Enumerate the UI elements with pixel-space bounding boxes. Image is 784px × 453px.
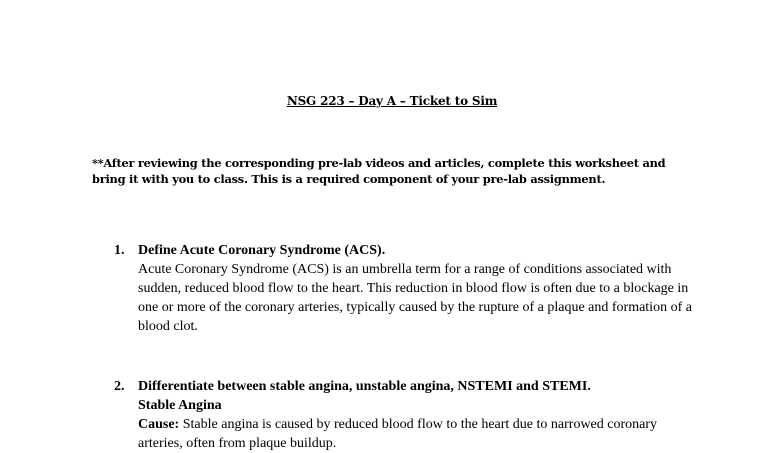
question-answer: Acute Coronary Syndrome (ACS) is an umbrella term for a range of conditions associated with sudden, reduced blood flow to the heart. This reduction in blood flow is often due to a blockage in one or more of the coronary arteries, typically caused by the rupture of a plaque and formation of a blood clot.: [138, 262, 692, 334]
document-title: NSG 223 – Day A – Ticket to Sim: [286, 94, 498, 108]
question-number: 2.: [114, 379, 125, 394]
question-1: [114, 241, 704, 336]
question-2: [114, 377, 704, 453]
question-heading: Define Acute Coronary Syndrome (ACS).: [138, 243, 386, 258]
question-heading: Differentiate between stable angina, unstable angina, NSTEMI and STEMI.: [138, 379, 591, 394]
question-body: [138, 377, 704, 453]
cause-paragraph: [138, 415, 704, 453]
cause-text: Stable angina is caused by reduced blood flow to the heart due to narrowed coronary arteries, often from plaque buildup.: [138, 417, 658, 451]
subheading-stable-angina: Stable Angina: [138, 398, 222, 413]
question-number: 1.: [114, 243, 125, 258]
question-body: [138, 241, 704, 336]
cause-label: Cause:: [138, 417, 180, 432]
instructions-text: **After reviewing the corresponding pre-lab videos and articles, complete this worksheet and bring it with you to class. This is a required component of your pre-lab assignment.: [92, 156, 666, 186]
